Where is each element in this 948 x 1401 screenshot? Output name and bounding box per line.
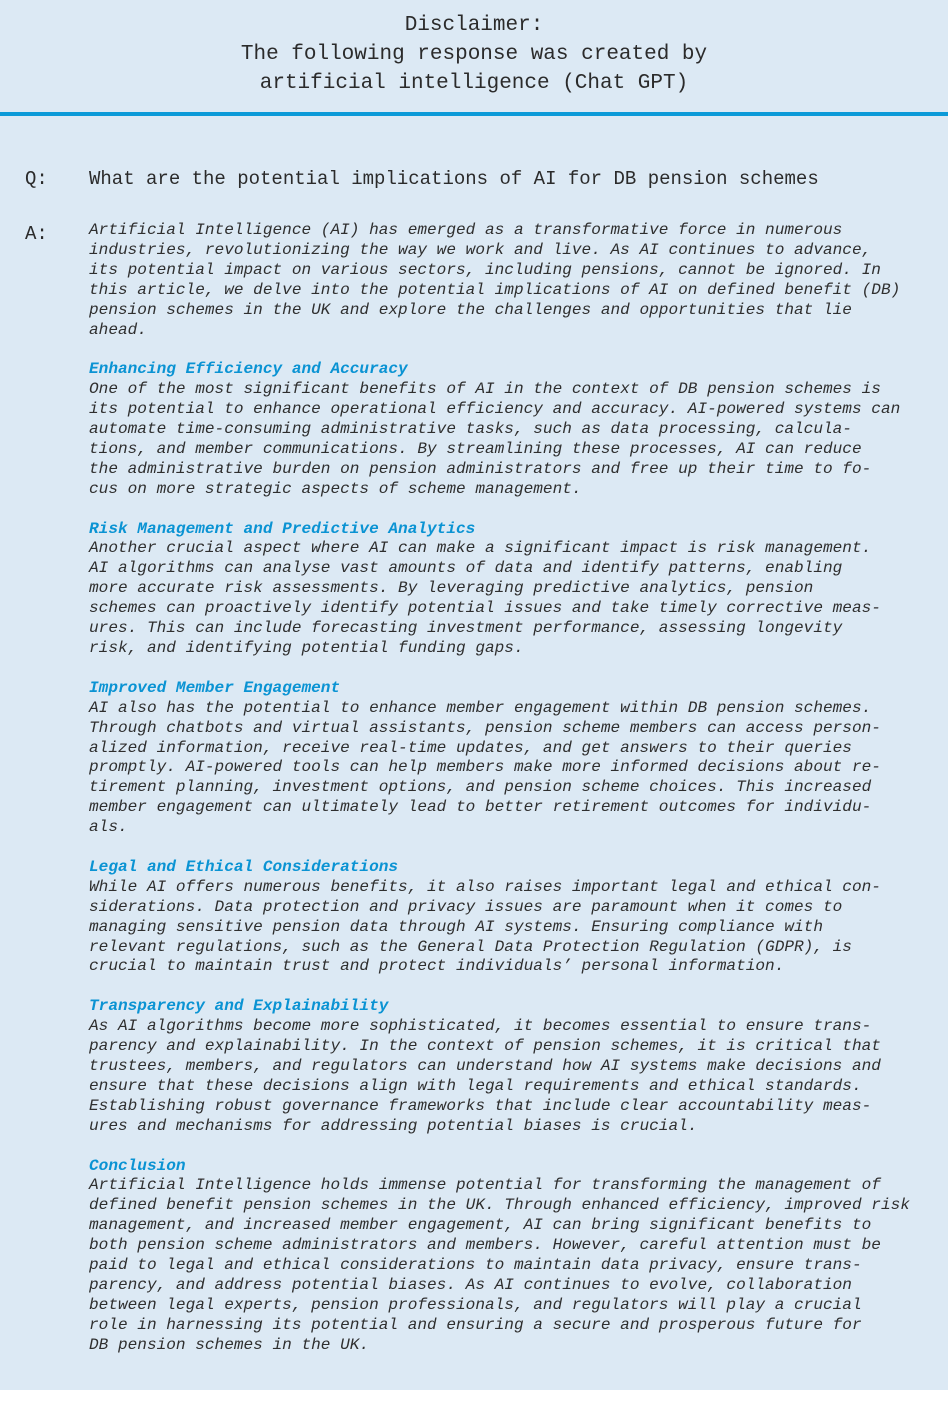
intro-line: pension schemes in the UK and explore the challenges and opportunities that lie <box>89 300 852 319</box>
section-line: Another crucial aspect where AI can make a significant impact is risk management. <box>89 539 872 558</box>
section-heading: Legal and Ethical Considerations <box>89 857 399 876</box>
section-line: schemes can proactively identify potential issues and take timely corrective meas- <box>89 599 881 618</box>
section-line: Establishing robust governance frameworks that include clear accountability meas- <box>89 1096 872 1115</box>
intro-line: Artificial Intelligence (AI) has emerged as a transformative force in numerous <box>89 221 843 239</box>
intro-line: this article, we delve into the potential implications of AI on defined benefit (DB) <box>89 280 901 299</box>
section-line: Artificial Intelligence holds immense potential for transforming the management of <box>89 1176 881 1195</box>
section-line: siderations. Data protection and privacy issues are paramount when it comes to <box>89 897 843 916</box>
section-heading: Transparency and Explainability <box>89 997 389 1016</box>
section-line: tions, and member communications. By streamlining these processes, AI can reduce <box>89 439 862 458</box>
section-line: parency, and address potential biases. As AI continues to evolve, collaboration <box>89 1275 852 1294</box>
section-line: alized information, receive real-time updates, and get answers to their queries <box>89 738 852 757</box>
section-heading: Enhancing Efficiency and Accuracy <box>89 360 408 379</box>
section-line: management, and increased member engagement, AI can bring significant benefits to <box>89 1216 872 1235</box>
section-efficiency <box>89 360 909 499</box>
section-line: As AI algorithms become more sophisticated, it becomes essential to ensure trans- <box>89 1017 872 1036</box>
answer-intro <box>89 221 909 340</box>
question-text: What are the potential implications of AI for DB pension schemes <box>89 168 819 190</box>
section-line: crucial to maintain trust and protect individuals’ personal information. <box>89 957 785 976</box>
section-heading: Improved Member Engagement <box>89 678 341 697</box>
section-line: more accurate risk assessments. By leveraging predictive analytics, pension <box>89 579 814 598</box>
section-line: automate time-consuming administrative tasks, such as data processing, calcula- <box>89 420 852 439</box>
section-line: member engagement can ultimately lead to better retirement outcomes for individu- <box>89 798 872 817</box>
section-line: promptly. AI-powered tools can help members make more informed decisions about re- <box>89 758 881 777</box>
section-line: parency and explainability. In the context of pension schemes, it is critical that <box>89 1037 881 1056</box>
section-risk-management <box>89 520 909 659</box>
section-line: relevant regulations, such as the General Data Protection Regulation (GDPR), is <box>89 937 852 956</box>
section-line: ures and mechanisms for addressing potential biases is crucial. <box>89 1116 698 1135</box>
intro-line: its potential impact on various sectors, including pensions, cannot be ignored. In <box>89 260 881 279</box>
section-heading: Conclusion <box>89 1156 186 1175</box>
section-transparency <box>89 997 909 1136</box>
disclaimer-line-2: The following response was created by <box>240 43 708 66</box>
section-line: both pension scheme administrators and members. However, careful attention must be <box>89 1236 881 1255</box>
section-line: One of the most significant benefits of AI in the context of DB pension schemes is <box>89 380 881 399</box>
section-line: ures. This can include forecasting investment performance, assessing longevity <box>89 619 843 638</box>
question-label: Q: <box>25 168 48 190</box>
section-line: AI algorithms can analyse vast amounts of data and identify patterns, enabling <box>89 559 843 578</box>
section-line: role in harnessing its potential and ensuring a secure and prosperous future for <box>89 1315 862 1334</box>
section-heading: Risk Management and Predictive Analytics <box>89 519 476 538</box>
section-line: its potential to enhance operational efficiency and accuracy. AI-powered systems can <box>89 400 901 419</box>
section-line: AI also has the potential to enhance member engagement within DB pension schemes. <box>89 698 872 717</box>
section-line: While AI offers numerous benefits, it also raises important legal and ethical con- <box>89 877 881 896</box>
intro-line: industries, revolutionizing the way we work and live. As AI continues to advance, <box>89 240 872 259</box>
section-line: risk, and identifying potential funding gaps. <box>89 639 524 657</box>
section-line: Through chatbots and virtual assistants, pension scheme members can access person- <box>89 718 881 737</box>
section-line: between legal experts, pension professionals, and regulators will play a crucial <box>89 1295 862 1314</box>
section-line: the administrative burden on pension administrators and free up their time to fo- <box>89 459 872 478</box>
section-member-engagement <box>89 679 909 838</box>
section-line: cus on more strategic aspects of scheme management. <box>89 479 582 498</box>
answer-body <box>89 221 909 1356</box>
disclaimer-title: Disclaimer: <box>404 14 544 37</box>
section-line: als. <box>89 818 128 837</box>
section-line: paid to legal and ethical considerations to maintain data privacy, ensure trans- <box>89 1256 862 1275</box>
section-legal-ethical <box>89 858 909 977</box>
section-line: managing sensitive pension data through AI systems. Ensuring compliance with <box>89 917 823 936</box>
section-line: ensure that these decisions align with legal requirements and ethical standards. <box>89 1076 862 1095</box>
section-line: tirement planning, investment options, and pension scheme choices. This increased <box>89 778 872 797</box>
answer-label: A: <box>25 223 48 245</box>
header-divider <box>0 112 948 116</box>
disclaimer-line-3: artificial intelligence (Chat GPT) <box>259 72 689 95</box>
section-line: DB pension schemes in the UK. <box>89 1335 370 1354</box>
intro-line: ahead. <box>89 320 147 339</box>
section-line: defined benefit pension schemes in the UK. Through enhanced efficiency, improved risk <box>89 1196 910 1215</box>
section-line: trustees, members, and regulators can understand how AI systems make decisions and <box>89 1056 881 1075</box>
section-conclusion <box>89 1157 909 1356</box>
disclaimer-header <box>0 0 948 112</box>
